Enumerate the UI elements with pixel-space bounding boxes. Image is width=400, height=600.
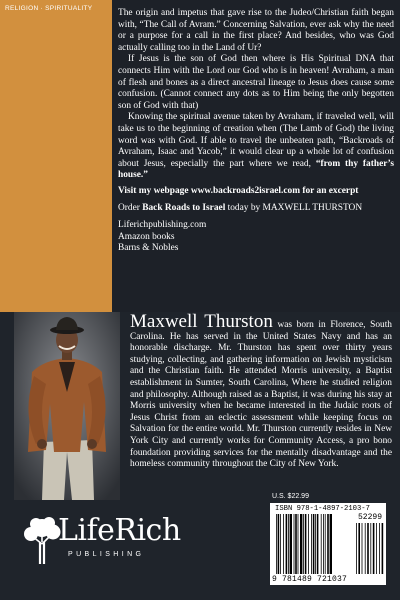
order-title: Back Roads to Israel: [142, 202, 226, 213]
ean-number: 9 781489 721037: [272, 575, 348, 584]
blurb-paragraph-2: If Jesus is the son of God then where is His Spiritual DNA that connects Him with the Lord our God who is in heaven! Avraham, a man of flesh and bones as a direct ancestral lineage to Jesus does cause some confusion. (Cannot connect any dots as to Him being the only begotten son of God with that): [118, 54, 394, 111]
publisher-name: LifeRich: [58, 513, 181, 548]
publisher-logo: [22, 512, 181, 570]
outlet-item: Amazon books: [118, 231, 175, 242]
tree-icon: [22, 512, 62, 566]
author-bio-text: was born in Florence, South Carolina. He has served in the United States Navy and has an honorable discharge. Mr. Thurston has spent over thirty years studying, collecting, and gathering information on Jewish mysticism and the Christian faith. He attended Morris university, a Baptist establishment in Sumter, South Carolina, Where he studied religion and philosophy. Although raised as a Baptist, it was during his stay at Morris university when he became interested in the Judaic roots of Jesus Christ from an eclectic assessment while keeping focus on Salvation for the entire world. Mr. Thurston currently resides in New York City and currently works for Community Access, a pro bono foundation providing services for the mentally disadvantage and the homeless community throughout the City of New York.: [130, 320, 392, 470]
blurb-paragraph-1: The origin and impetus that gave rise to the Judeo/Christian faith began with, “The Call of Avram.” Concerning Salvation, ever ask why the need or a purpose for a call in the first place? And besides, who was God actually calling too in the Land of Ur?: [118, 8, 394, 53]
category-label: RELIGION · SPIRITUALITY: [5, 5, 93, 12]
price-addon-number: 52299: [357, 513, 382, 522]
blurb-quote: “from thy father’s house.”: [118, 158, 394, 181]
blurb-paragraph-3: [118, 112, 394, 182]
isbn-label: ISBN 978-1-4897-2103-7: [275, 505, 370, 513]
order-suffix: today by MAXWELL THURSTON: [225, 202, 363, 213]
outlet-item: Liferichpublishing.com: [118, 220, 207, 231]
author-bio: [130, 311, 392, 471]
blurb-paragraph-3-text: Knowing the spiritual avenue taken by Avraham, if traveled well, will take us to the beginning of creation when (The Lamb of God) the living word was with God. If able to travel the unbeaten path, “Backroads of Avraham, Isaac and Yacob,” it would clear up a whole lot of confusion about Jesus, especially the part where we read,: [118, 112, 394, 169]
order-line: [118, 203, 394, 215]
publisher-sub: PUBLISHING: [68, 551, 145, 558]
barcode: [270, 503, 386, 585]
website-line: Visit my webpage www.backroads2israel.com for an excerpt: [118, 185, 359, 196]
price-label: U.S. $22.99: [272, 493, 309, 500]
back-cover-blurb: [118, 8, 394, 254]
barcode-bars: [270, 503, 386, 585]
outlet-item: Barns & Nobles: [118, 242, 179, 253]
author-name: Maxwell Thurston: [130, 311, 273, 332]
author-photo: [14, 312, 120, 500]
order-prefix: Order: [118, 202, 143, 213]
outlet-list: [118, 220, 394, 254]
